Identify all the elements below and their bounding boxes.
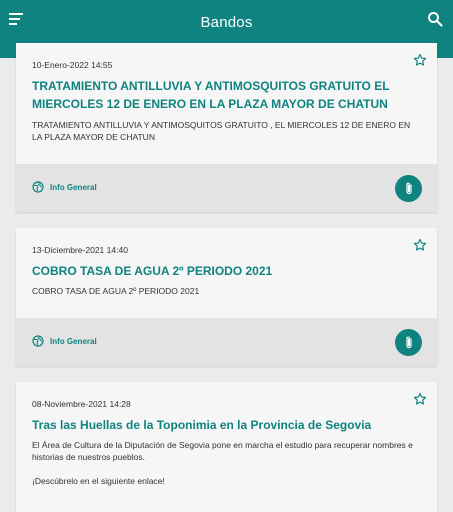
attachment-button[interactable]	[395, 175, 422, 202]
bando-body: COBRO TASA DE AGUA 2º PERIODO 2021	[32, 286, 200, 296]
app-bar	[0, 0, 453, 44]
star-icon[interactable]	[413, 392, 427, 406]
bando-date: 08-Noviembre-2021 14:28	[32, 399, 131, 409]
bando-title[interactable]: Tras las Huellas de la Toponimia en la Provincia de Segovia	[32, 418, 372, 432]
bando-body: TRATAMIENTO ANTILLUVIA Y ANTIMOSQUITOS GRATUITO , EL MIERCOLES 12 DE ENERO EN LA PLAZA MAYOR DE CHATUN	[32, 120, 411, 142]
bando-footer	[16, 318, 437, 366]
bando-date: 10-Enero-2022 14:55	[32, 60, 113, 70]
page-title: Bandos	[200, 13, 253, 31]
globe-icon	[32, 335, 44, 347]
star-icon[interactable]	[413, 238, 427, 252]
category-link[interactable]	[32, 335, 97, 347]
paperclip-icon	[403, 336, 415, 350]
star-icon[interactable]	[413, 53, 427, 67]
category-link[interactable]	[32, 181, 97, 193]
bando-title[interactable]: TRATAMIENTO ANTILLUVIA Y ANTIMOSQUITOS GRATUITO EL MIERCOLES 12 DE ENERO EN LA PLAZA MAYOR DE CHATUN	[32, 79, 390, 111]
category-label: Info General	[50, 336, 97, 346]
attachment-button[interactable]	[395, 329, 422, 356]
bando-card[interactable]	[16, 43, 437, 212]
bando-footer	[16, 164, 437, 212]
bando-card[interactable]	[16, 382, 437, 512]
globe-icon	[32, 181, 44, 193]
bando-body-link-text: ¡Descúbrelo en el siguiente enlace!	[32, 476, 165, 486]
bando-body: El Área de Cultura de la Diputación de Segovia pone en marcha el estudio para recuperar nombres e historias de nuestros pueblos.	[32, 440, 413, 462]
category-label: Info General	[50, 182, 97, 192]
bando-card[interactable]	[16, 228, 437, 366]
menu-icon[interactable]	[8, 10, 26, 28]
search-icon[interactable]	[427, 11, 443, 27]
bando-title[interactable]: COBRO TASA DE AGUA 2º PERIODO 2021	[32, 264, 273, 278]
paperclip-icon	[403, 182, 415, 196]
bando-date: 13-Diciembre-2021 14:40	[32, 245, 128, 255]
